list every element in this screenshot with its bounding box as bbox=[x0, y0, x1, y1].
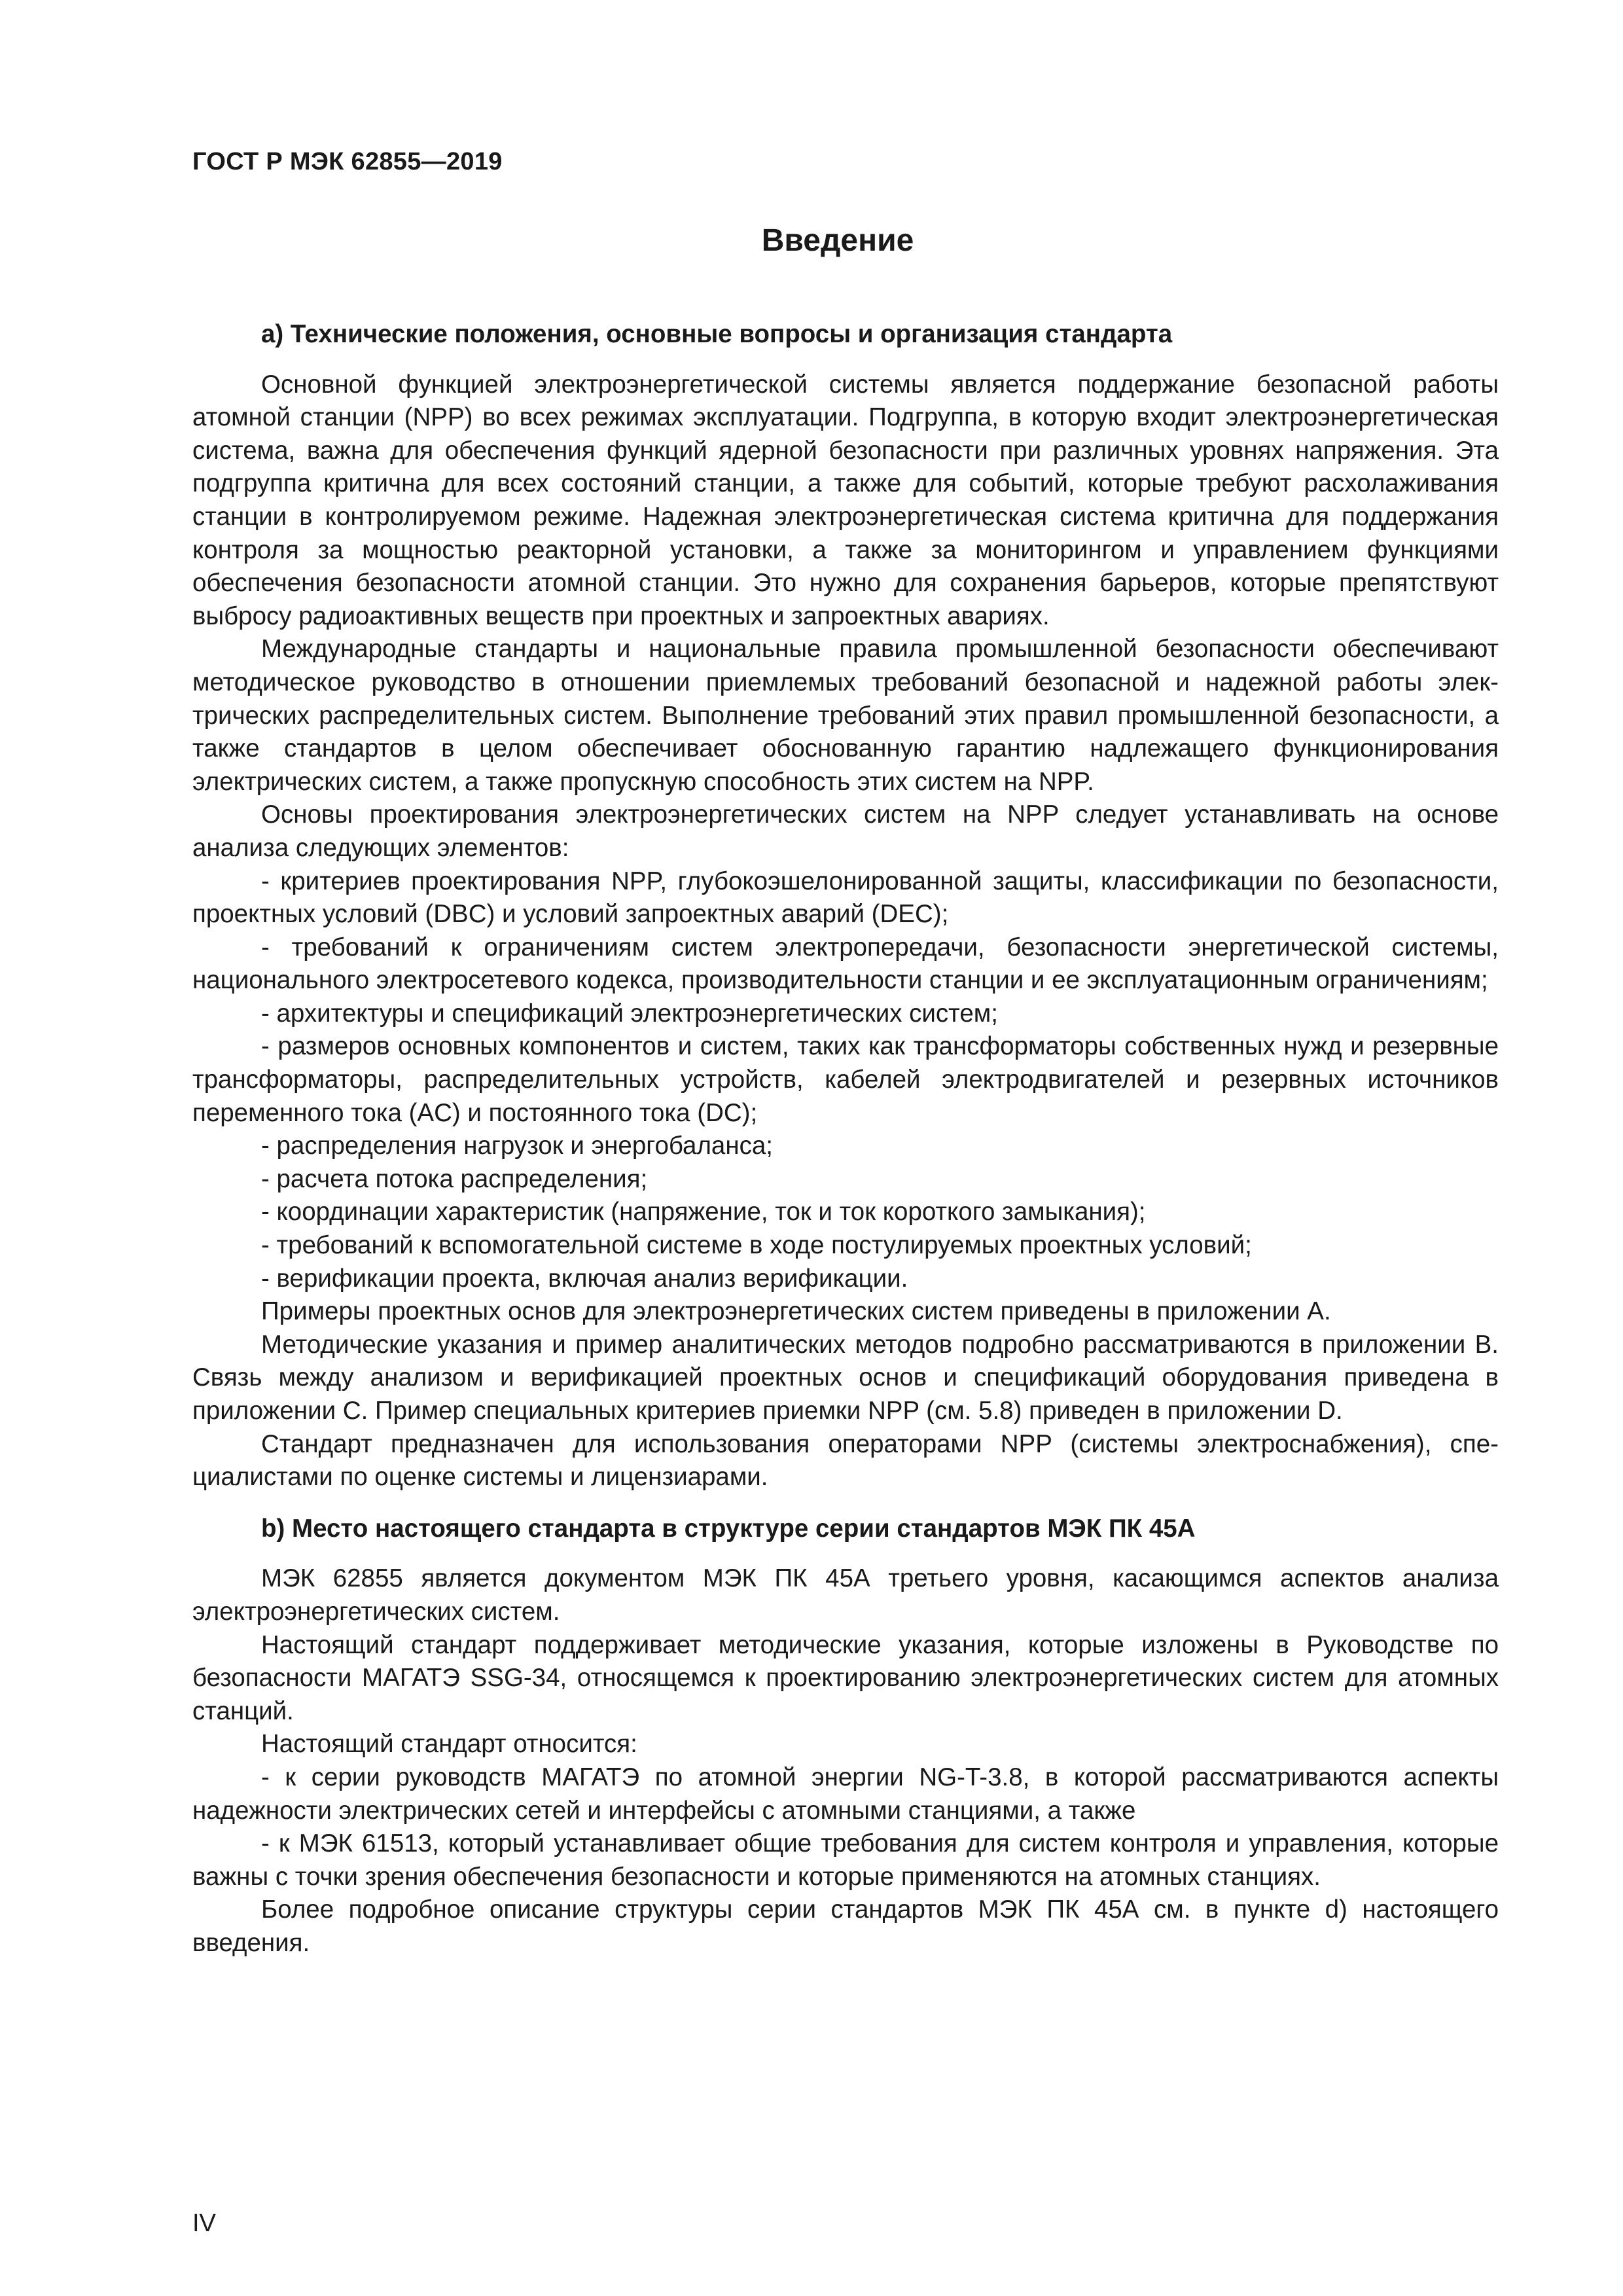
section-b-list-item: - к МЭК 61513, который устанавливает общие требования для систем контроля и управления, которые важны с точки зрения обеспечения безопасности и которые применяются на атомных станциях. bbox=[192, 1829, 1499, 1891]
section-a-closing-paragraph: Примеры проектных основ для электроэнергетических систем приведены в приложении А. bbox=[261, 1297, 1331, 1326]
page-body bbox=[192, 318, 1499, 1960]
section-a-paragraph: Основной функцией электроэнергетической системы является поддержание безопасной работы атомной станции (NPP) во всех режимах эксплуатации. Подгруппа, в которую входит электроэнергетическая система, важна для обеспечения функций ядерной безопасности при различных уровнях напряжения. Эта подгруппа критична для всех состояний станции, а также для событий, которые требуют расхолаживания станции в контролируемом режиме. Надежная электроэнергетическая система критична для поддержания контроля за мощностью реакторной установки, а также за мониторингом и управлением функциями обеспечения безопасности атомной станции. Это нужно для сохранения барьеров, которые препятствуют выбросу радиоактивных веществ при проектных и запроектных авариях. bbox=[192, 370, 1499, 630]
section-a-list-item: - критериев проектирования NPP, глубокоэшелонированной защиты, классификации по безопасности, проектных условий (DBC) и условий запроектных аварий (DEC); bbox=[192, 867, 1499, 929]
section-a-list-item: - архитектуры и спецификаций электроэнергетических систем; bbox=[261, 999, 998, 1028]
section-a-heading: a) Технические положения, основные вопросы и организация стандарта bbox=[261, 320, 1173, 348]
page-number: IV bbox=[192, 2210, 216, 2237]
section-b-paragraph: Настоящий стандарт относится: bbox=[261, 1730, 637, 1759]
section-a-list-item: - верификации проекта, включая анализ верификации. bbox=[261, 1264, 908, 1293]
section-a-paragraph: Международные стандарты и национальные правила промышленной безопасности обеспечивают методическое руководство в отношении приемлемых требований безопасной и надежной работы электрических распределительных систем. Выполнение требований этих правил промышленной безопасности, а также стандартов в целом обеспечивает обоснованную гарантию надлежащего функционирования электрических систем, а также пропускную способность этих систем на NPP. bbox=[192, 635, 1499, 796]
section-a-closing-paragraph: Методические указания и пример аналитических методов подробно рассматриваются в приложении В. Связь между анализом и верификацией проектных основ и спецификаций оборудования приведена в приложении С. Пример специальных критериев приемки NPP (см. 5.8) приведен в приложении D. bbox=[192, 1330, 1499, 1425]
section-a-list-item: - координации характеристик (напряжение, ток и ток короткого замыкания); bbox=[261, 1198, 1146, 1227]
section-a-list-item: - расчета потока распределения; bbox=[261, 1164, 648, 1193]
section-b-paragraph: МЭК 62855 является документом МЭК ПК 45А третьего уровня, касающимся аспектов анализа электроэнергетических систем. bbox=[192, 1564, 1499, 1626]
document-code: ГОСТ Р МЭК 62855—2019 bbox=[192, 148, 503, 175]
section-b-list-item: - к серии руководств МАГАТЭ по атомной энергии NG-T-3.8, в которой рассматриваются аспекты надежности электрических сетей и интерфейсы с атомными станциями, а также bbox=[192, 1763, 1499, 1825]
section-b-paragraph: Настоящий стандарт поддерживает методические указания, которые изложены в Руководстве по безопасности МАГАТЭ SSG-34, относящемся к проектированию электроэнергетических систем для атомных станций. bbox=[192, 1630, 1499, 1725]
section-b-closing-paragraph: Более подробное описание структуры серии стандартов МЭК ПК 45А см. в пункте d) настоящего введения. bbox=[192, 1895, 1499, 1957]
section-a-closing-paragraph: Стандарт предназначен для использования операторами NPP (системы электроснабжения), специалистами по оценке системы и лицензиарами. bbox=[192, 1429, 1499, 1492]
section-a-list-item: - распределения нагрузок и энергобаланса; bbox=[261, 1132, 773, 1160]
section-a-paragraph: Основы проектирования электроэнергетических систем на NPP следует устанавливать на основе анализа следующих элементов: bbox=[192, 800, 1499, 862]
section-a-list-item: - требований к ограничениям систем электропередачи, безопасности энергетической системы, национального электросетевого кодекса, производительности станции и ее эксплуатационным ограничениям; bbox=[192, 933, 1499, 995]
section-a-list-item: - размеров основных компонентов и систем, таких как трансформаторы собственных нужд и резервные трансформаторы, распределительных устройств, кабелей электродвигателей и резервных источников переменного тока (AC) и постоянного тока (DC); bbox=[192, 1032, 1499, 1127]
section-a-list-item: - требований к вспомогательной системе в ходе постулируемых проектных условий; bbox=[261, 1231, 1252, 1260]
section-b-heading: b) Место настоящего стандарта в структуре серии стандартов МЭК ПК 45А bbox=[261, 1514, 1196, 1543]
page-title: Введение bbox=[761, 223, 914, 258]
